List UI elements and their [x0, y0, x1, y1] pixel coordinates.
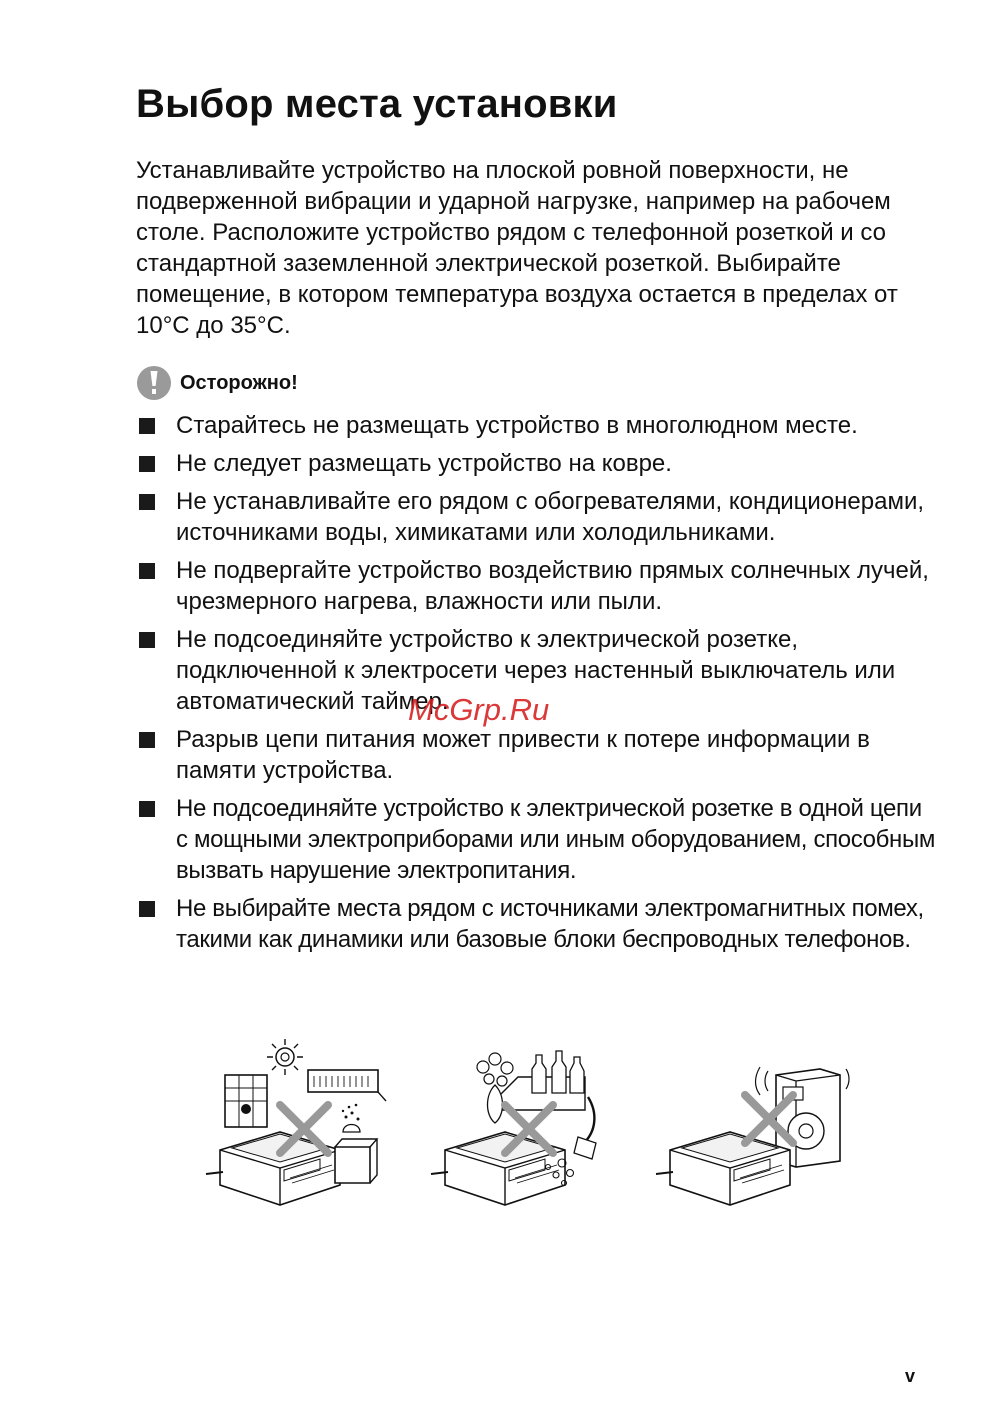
- caution-header: [137, 366, 298, 400]
- list-item-text: Не устанавливайте его рядом с обогревателями, кондиционерами, источниками воды, химикатами или холодильниками.: [176, 488, 925, 546]
- list-item-text: Старайтесь не размещать устройство в многолюдном месте.: [176, 412, 858, 439]
- list-item-text: Разрыв цепи питания может привести к потере информации в памяти устройства.: [176, 726, 870, 784]
- page-number: v: [905, 1366, 916, 1386]
- vase-icon: [488, 1085, 503, 1123]
- bullet-square-icon: [139, 456, 155, 472]
- bullet-square-icon: [139, 901, 155, 917]
- list-item-text: Не следует размещать устройство на ковре.: [176, 450, 672, 477]
- sun-icon: [276, 1048, 294, 1066]
- list-item: [137, 410, 937, 441]
- air-conditioner-icon: [308, 1070, 378, 1092]
- list-item-text: Не подсоединяйте устройство к электрической розетке в одной цепи с мощными электроприборами или иным оборудованием, способным вызвать нарушение электропитания.: [176, 795, 936, 884]
- list-item-text: Не подвергайте устройство воздействию прямых солнечных лучей, чрезмерного нагрева, влажности или пыли.: [176, 557, 929, 615]
- list-item-text: Не подсоединяйте устройство к электрической розетке, подключенной к электросети через настенный выключатель или автоматический таймер.: [176, 626, 896, 715]
- list-item: [137, 555, 937, 617]
- humidifier-icon: [335, 1147, 370, 1183]
- placement-illustrations: [200, 1035, 860, 1210]
- illustration-heat-sources: [206, 1039, 386, 1205]
- illustrations-svg: [200, 1035, 860, 1210]
- bullet-square-icon: [139, 632, 155, 648]
- illustration-speaker: [656, 1067, 849, 1205]
- list-item: [137, 448, 937, 479]
- page-title: Выбор места установки: [136, 82, 618, 126]
- list-item: [137, 793, 937, 886]
- list-item: [137, 724, 937, 786]
- list-item: [137, 893, 937, 955]
- illustration-water-chemicals: [431, 1051, 596, 1205]
- caution-list: [137, 410, 937, 962]
- bullet-square-icon: [139, 418, 155, 434]
- exclamation-circle-icon: [137, 366, 171, 400]
- caution-label: Осторожно!: [180, 371, 298, 394]
- flowers-icon: [477, 1053, 513, 1086]
- watermark: McGrp.Ru: [408, 692, 550, 727]
- bullet-square-icon: [139, 563, 155, 579]
- intro-paragraph: Устанавливайте устройство на плоской ровной поверхности, не подверженной вибрации и ударной нагрузке, например на рабочем столе. Расположите устройство рядом с телефонной розеткой и со стандартной заземленной электрической розеткой. Выбирайте помещение, в котором температура воздуха остается в пределах от 10°C до 35°C.: [136, 157, 898, 339]
- bullet-square-icon: [139, 801, 155, 817]
- list-item: [137, 486, 937, 548]
- list-item-text: Не выбирайте места рядом с источниками электромагнитных помех, такими как динамики или базовые блоки беспроводных телефонов.: [176, 895, 924, 953]
- bullet-square-icon: [139, 732, 155, 748]
- bullet-square-icon: [139, 494, 155, 510]
- bottles-icon: [532, 1051, 584, 1093]
